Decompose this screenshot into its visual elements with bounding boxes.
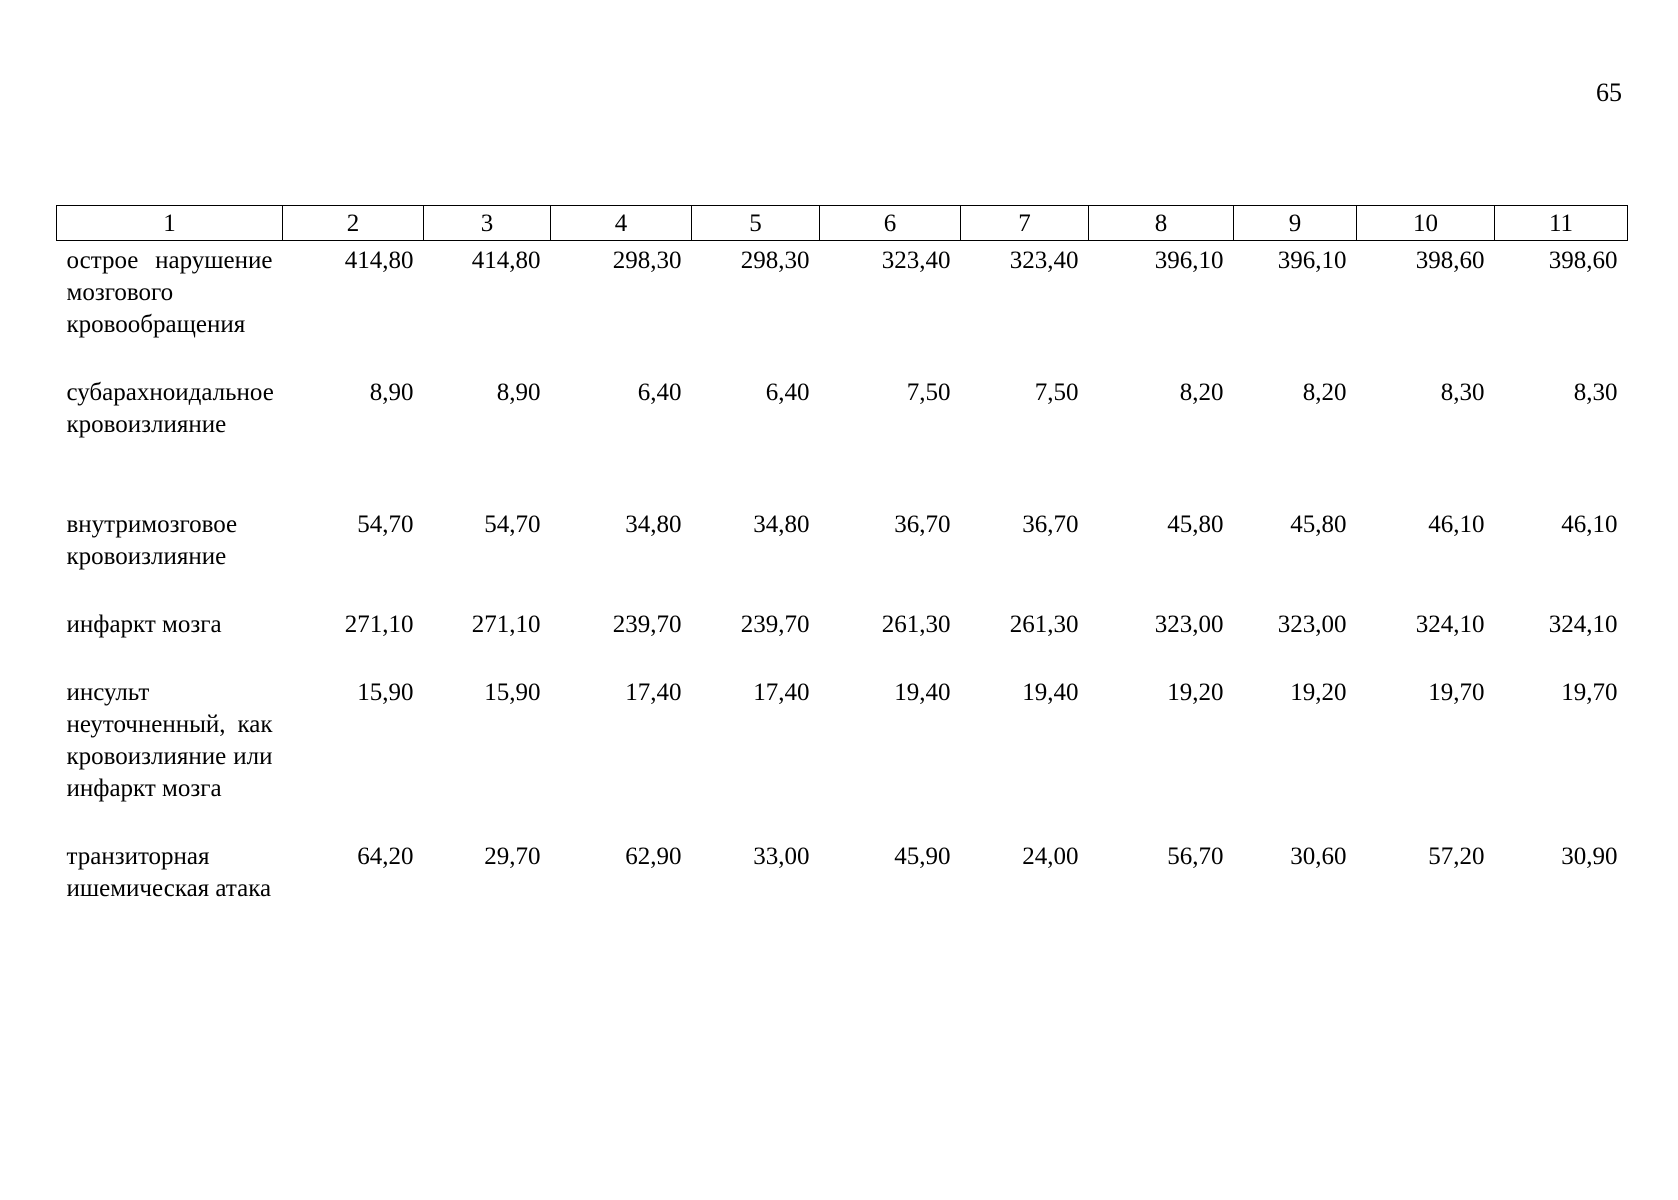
cell-value: 398,60 [1415, 247, 1485, 274]
table-row [57, 837, 1628, 941]
column-header-1: 1 [57, 206, 283, 241]
cell-value: 24,00 [1022, 843, 1079, 870]
cell-value: 57,20 [1428, 843, 1485, 870]
table-row [57, 605, 1628, 673]
cell-value: 7,50 [906, 379, 951, 406]
cell-value: 29,70 [484, 843, 541, 870]
cell-value: 396,10 [1154, 247, 1224, 274]
cell-value: 19,20 [1167, 679, 1224, 706]
column-header-3: 3 [424, 206, 551, 241]
column-header-2: 2 [283, 206, 424, 241]
cell-value: 398,60 [1548, 247, 1618, 274]
column-header-11: 11 [1495, 206, 1628, 241]
row-label: субарахноидальное кровоизлияние [66, 379, 274, 438]
cell-value: 36,70 [1022, 511, 1079, 538]
cell-value: 56,70 [1167, 843, 1224, 870]
cell-value: 8,20 [1302, 379, 1347, 406]
row-label: внутримозговое кровоизлияние [66, 511, 238, 570]
cell-value: 298,30 [612, 247, 682, 274]
cell-value: 19,70 [1428, 679, 1485, 706]
cell-value: 46,10 [1428, 511, 1485, 538]
cell-value: 261,30 [1009, 611, 1079, 638]
column-header-8: 8 [1089, 206, 1234, 241]
cell-value: 261,30 [881, 611, 951, 638]
table-row [57, 373, 1628, 505]
cell-value: 239,70 [740, 611, 810, 638]
row-label: острое нарушение мозгового кровообращения [66, 247, 273, 338]
cell-value: 17,40 [753, 679, 810, 706]
cell-value: 54,70 [484, 511, 541, 538]
cell-value: 36,70 [894, 511, 951, 538]
cell-value: 8,90 [369, 379, 414, 406]
cell-value: 8,30 [1573, 379, 1618, 406]
cell-value: 19,20 [1290, 679, 1347, 706]
table-body [57, 241, 1628, 942]
cell-value: 323,00 [1154, 611, 1224, 638]
cell-value: 8,90 [496, 379, 541, 406]
cell-value: 46,10 [1561, 511, 1618, 538]
table-row [57, 241, 1628, 374]
cell-value: 271,10 [344, 611, 414, 638]
cell-value: 54,70 [357, 511, 414, 538]
cell-value: 324,10 [1548, 611, 1618, 638]
cell-value: 34,80 [753, 511, 810, 538]
table-row [57, 505, 1628, 605]
cell-value: 33,00 [753, 843, 810, 870]
data-table-container [56, 205, 1623, 941]
column-header-4: 4 [551, 206, 692, 241]
cell-value: 34,80 [625, 511, 682, 538]
cell-value: 324,10 [1415, 611, 1485, 638]
cell-value: 19,40 [894, 679, 951, 706]
cell-value: 45,80 [1167, 511, 1224, 538]
cell-value: 62,90 [625, 843, 682, 870]
cell-value: 15,90 [484, 679, 541, 706]
cell-value: 30,60 [1290, 843, 1347, 870]
table-row [57, 673, 1628, 837]
column-header-10: 10 [1357, 206, 1495, 241]
cell-value: 323,40 [1009, 247, 1079, 274]
cell-value: 19,70 [1561, 679, 1618, 706]
cell-value: 323,40 [881, 247, 951, 274]
column-header-5: 5 [692, 206, 820, 241]
row-label: транзиторная ишемическая атака [66, 843, 272, 902]
column-header-7: 7 [961, 206, 1089, 241]
cell-value: 239,70 [612, 611, 682, 638]
cell-value: 19,40 [1022, 679, 1079, 706]
cell-value: 7,50 [1034, 379, 1079, 406]
cell-value: 298,30 [740, 247, 810, 274]
cell-value: 323,00 [1277, 611, 1347, 638]
page-number: 65 [1596, 78, 1622, 107]
row-label: инфаркт мозга [66, 611, 222, 638]
cell-value: 15,90 [357, 679, 414, 706]
header-row [57, 206, 1628, 241]
cell-value: 45,90 [894, 843, 951, 870]
row-label: инсульт неуточненный, как кровоизлияние или инфаркт мозга [66, 679, 273, 802]
table-header [57, 206, 1628, 241]
cell-value: 30,90 [1561, 843, 1618, 870]
cell-value: 396,10 [1277, 247, 1347, 274]
cell-value: 64,20 [357, 843, 414, 870]
cell-value: 6,40 [637, 379, 682, 406]
data-table [56, 205, 1628, 941]
cell-value: 6,40 [765, 379, 810, 406]
column-header-6: 6 [820, 206, 961, 241]
cell-value: 8,20 [1179, 379, 1224, 406]
cell-value: 414,80 [344, 247, 414, 274]
cell-value: 271,10 [471, 611, 541, 638]
cell-value: 414,80 [471, 247, 541, 274]
cell-value: 45,80 [1290, 511, 1347, 538]
cell-value: 8,30 [1440, 379, 1485, 406]
cell-value: 17,40 [625, 679, 682, 706]
column-header-9: 9 [1234, 206, 1357, 241]
